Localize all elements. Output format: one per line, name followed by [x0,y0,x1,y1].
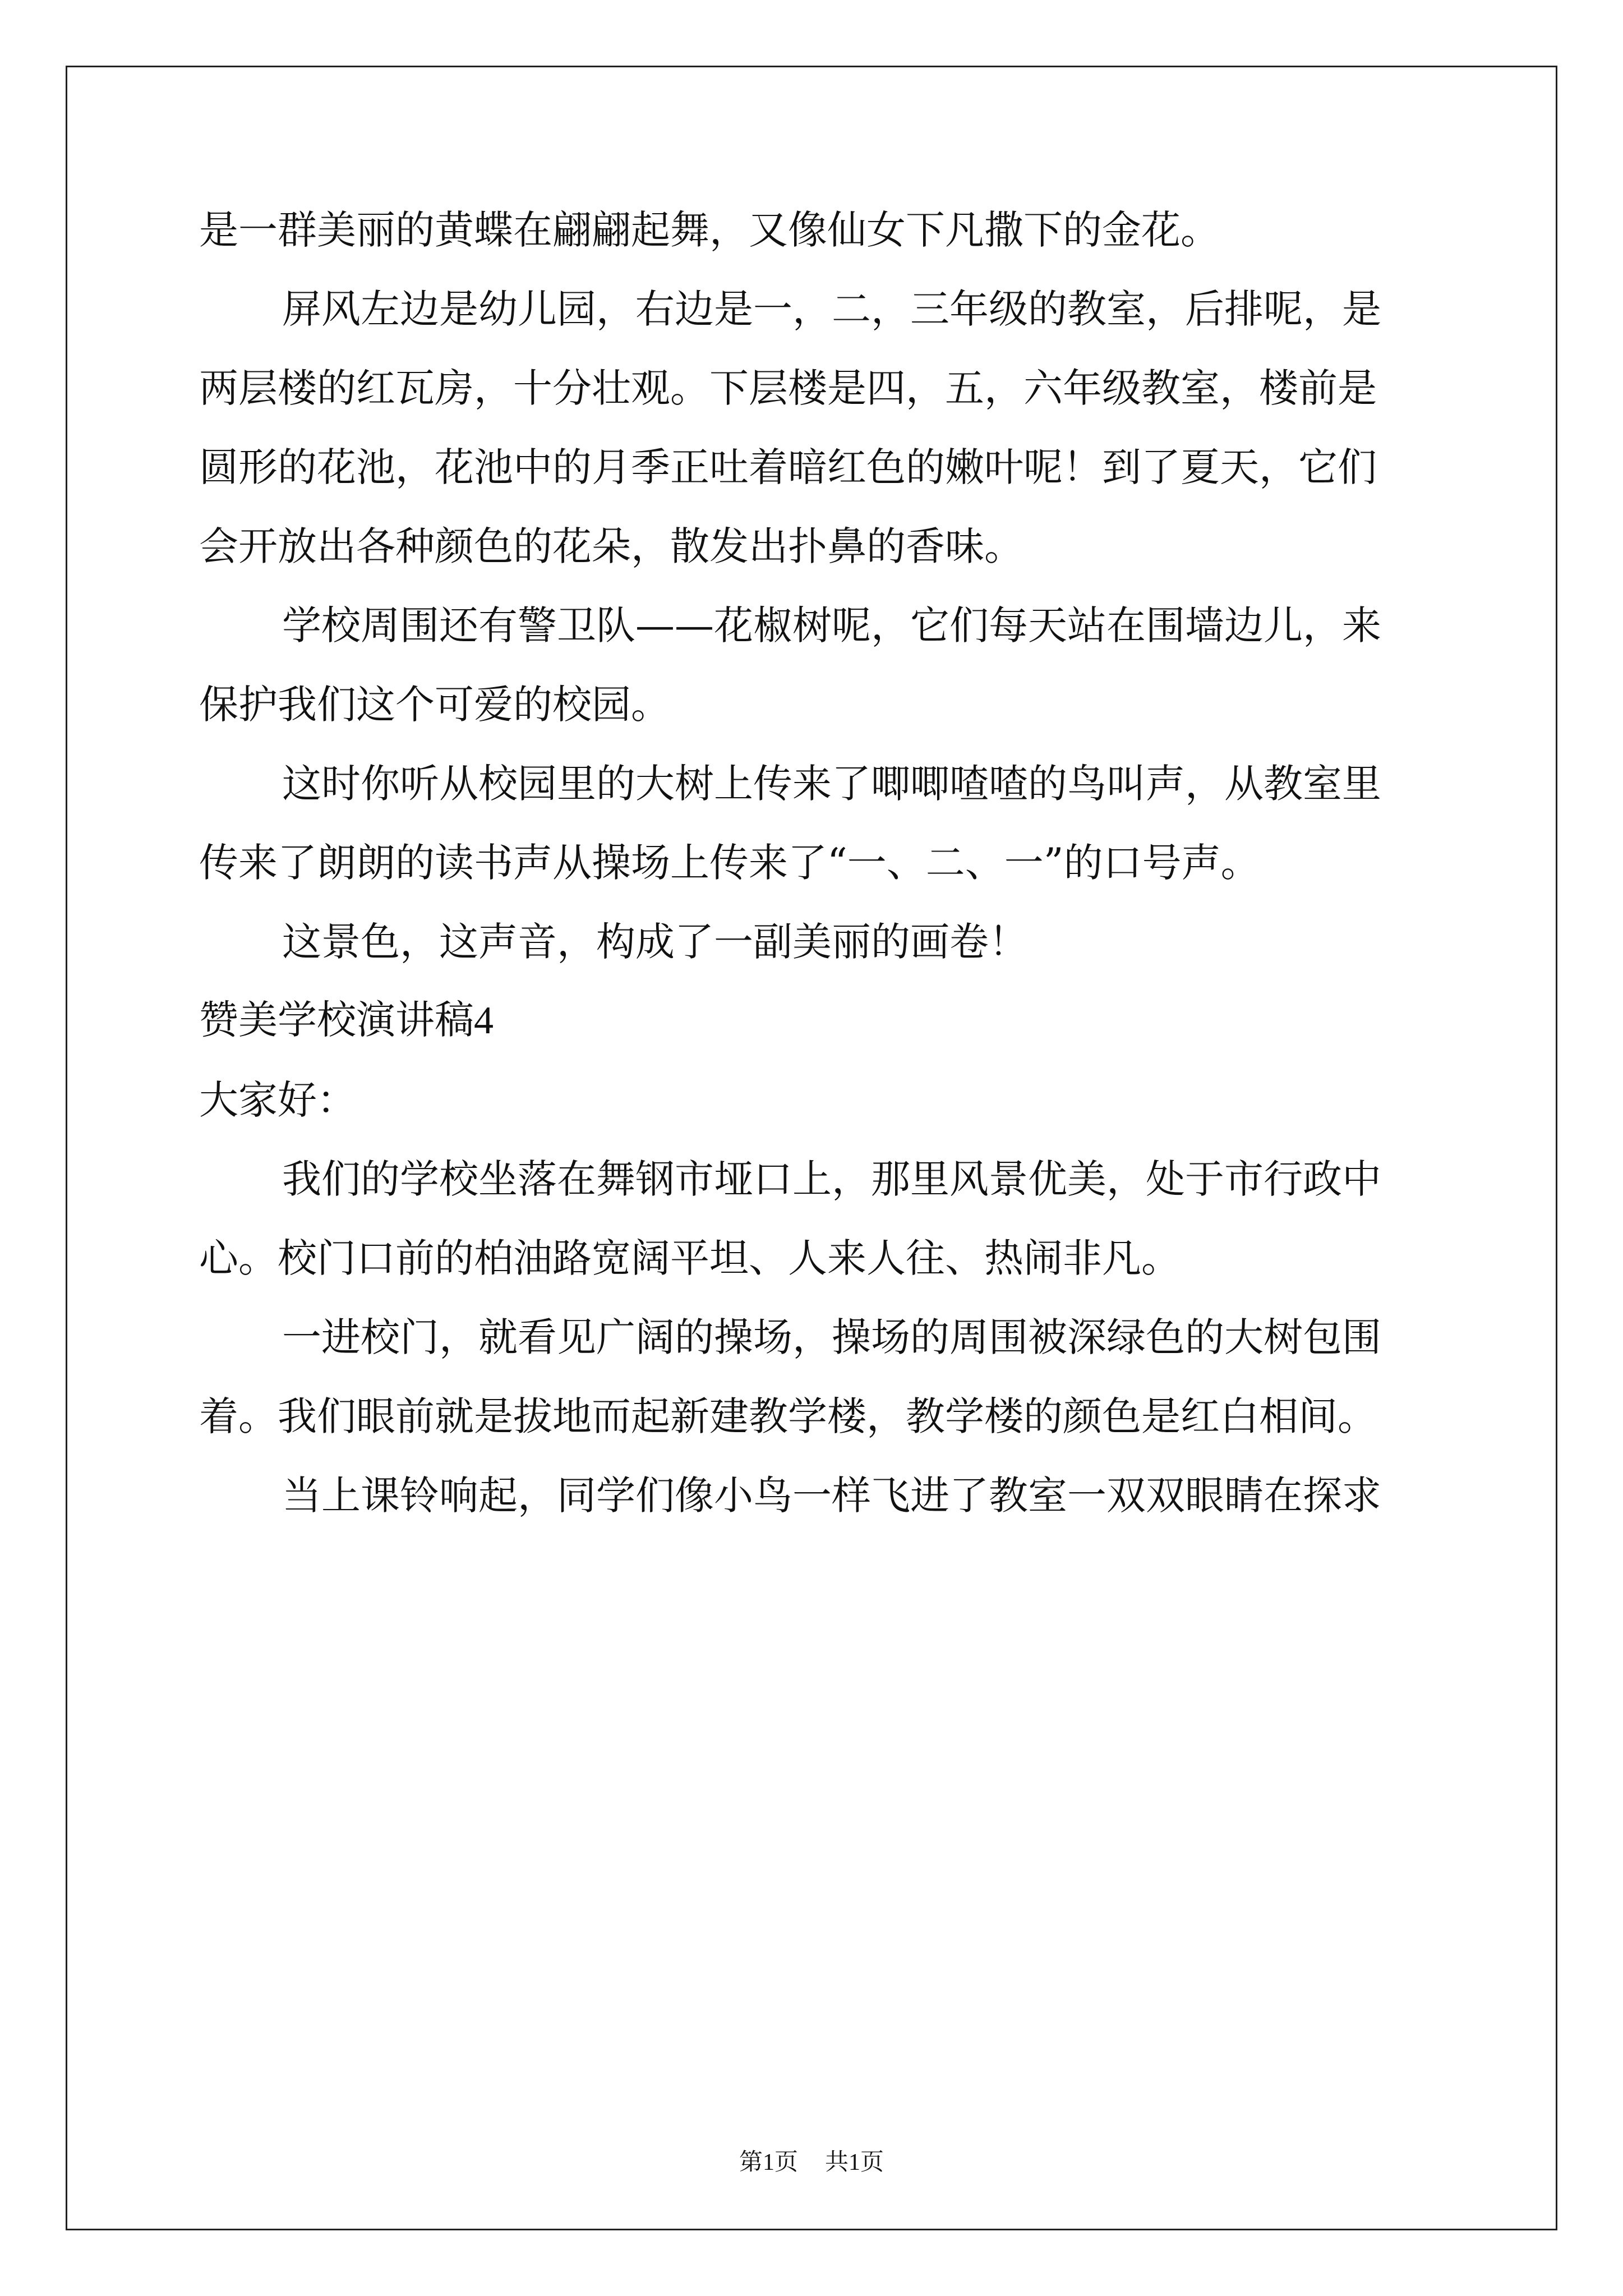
page-total: 共1页 [825,2150,884,2175]
text-line: 学校周围还有警卫队——花椒树呢，它们每天站在围墙边儿，来 [282,602,1381,648]
text-line: 保护我们这个可爱的校园。 [199,682,670,728]
text-line: 圆形的花池，花池中的月季正吐着暗红色的嫩叶呢！到了夏天，它们 [199,444,1377,490]
text-line: 一进校门，就看见广阔的操场，操场的周围被深绿色的大树包围 [282,1314,1381,1360]
text-line: 着。我们眼前就是拔地而起新建教学楼，教学楼的颜色是红白相间。 [199,1393,1377,1439]
text-line: 屏风左边是幼儿园，右边是一，二，三年级的教室，后排呢，是 [282,286,1381,332]
text-line: 这景色，这声音，构成了一副美丽的画卷！ [282,919,1028,965]
text-line: 当上课铃响起，同学们像小鸟一样飞进了教室一双双眼睛在探求 [282,1473,1381,1519]
text-line: 是一群美丽的黄蝶在翩翩起舞，又像仙女下凡撒下的金花。 [199,207,1220,253]
text-line: 两层楼的红瓦房，十分壮观。下层楼是四，五，六年级教室，楼前是 [199,365,1377,411]
text-line: 会开放出各种颜色的花朵，散发出扑鼻的香味。 [199,523,1023,569]
page-number: 第1页 [739,2150,798,2175]
section-heading: 赞美学校演讲稿4 [199,999,494,1042]
page-footer [0,2151,1623,2174]
greeting-line: 大家好： [199,1077,356,1123]
text-line: 这时你听从校园里的大树上传来了唧唧喳喳的鸟叫声，从教室里 [282,761,1381,807]
text-line: 我们的学校坐落在舞钢市垭口上，那里风景优美，处于市行政中 [282,1156,1381,1202]
text-line: 传来了朗朗的读书声从操场上传来了“一、二、一”的口号声。 [199,840,1260,886]
text-line: 心。校门口前的柏油路宽阔平坦、人来人往、热闹非凡。 [199,1235,1181,1281]
